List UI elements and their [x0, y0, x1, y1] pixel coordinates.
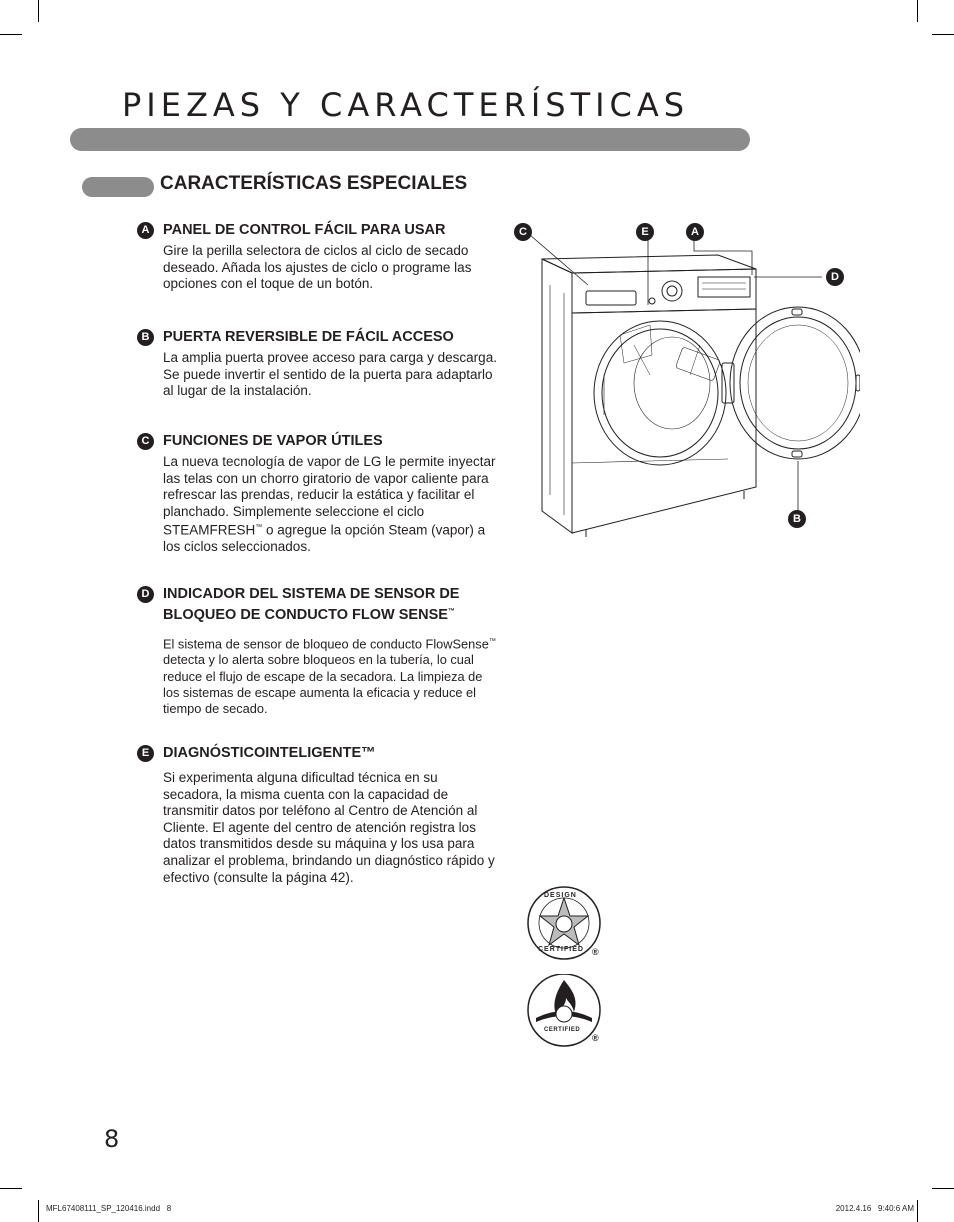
section-pill: [82, 177, 154, 197]
title-bar: [70, 128, 750, 151]
feature-title-line: BLOQUEO DE CONDUCTO FLOW SENSE: [163, 606, 448, 623]
page-title: PIEZAS Y CARACTERÍSTICAS: [122, 86, 690, 124]
feature-letter-badge: D: [137, 586, 154, 603]
feature-text-part: detecta y lo alerta sobre bloqueos en la tubería, lo cual reduce el flujo de escape de la secadora. La limpieza de los sistemas de escape aumenta la eficacia y reduce el tiempo de secado.: [163, 652, 483, 716]
feature-title: DIAGNÓSTICOINTELIGENTE™: [163, 745, 376, 761]
feature-text-part: o agregue la opción Steam (vapor) a los ciclos seleccionados.: [163, 522, 486, 555]
feature-letter-badge: A: [137, 222, 154, 239]
feature-text-part: El sistema de sensor de bloqueo de conducto FlowSense: [163, 636, 489, 652]
seal-bottom-text: CERTIFIED: [538, 946, 584, 953]
feature-c: [137, 433, 497, 556]
feature-text-part: La nueva tecnología de vapor de LG le permite inyectar las telas con un chorro giratorio de vapor caliente para refrescar las prendas, reducir la estática y facilitar el planchado. Simplemente seleccione el ciclo STEAMFRESH: [163, 454, 496, 538]
feature-b: [137, 329, 497, 400]
diagram-label-d: D: [826, 268, 844, 286]
feature-text: [163, 454, 497, 556]
footer-file-name: MFL67408111_SP_120416.indd 8: [46, 1204, 172, 1213]
feature-e: [137, 745, 497, 886]
diagram-label-e: E: [636, 223, 654, 241]
diagram-label-c: C: [514, 223, 532, 241]
seal-certified-text: CERTIFIED: [544, 1027, 581, 1033]
dryer-diagram: [500, 215, 860, 545]
feature-text: [163, 634, 497, 717]
crop-mark: [932, 34, 954, 35]
section-title: CARACTERÍSTICAS ESPECIALES: [160, 173, 468, 194]
csa-certified-seal: [526, 974, 606, 1054]
page-number: 8: [104, 1125, 120, 1153]
feature-title: PUERTA REVERSIBLE DE FÁCIL ACCESO: [163, 329, 454, 345]
trademark-symbol: ™: [447, 608, 455, 615]
feature-text: Gire la perilla selectora de ciclos al ciclo de secado deseado. Añada los ajustes de ciclo o programe las opciones con el toque de un botón.: [163, 243, 472, 292]
design-certified-seal: [526, 884, 606, 964]
trademark-symbol: ™: [488, 637, 496, 645]
crop-mark: [932, 1188, 954, 1189]
crop-mark: [917, 0, 918, 22]
diagram-label-a: A: [686, 223, 704, 241]
crop-mark: [917, 1200, 918, 1222]
feature-title-line: INDICADOR DEL SISTEMA DE SENSOR DE: [163, 586, 460, 602]
feature-letter-badge: E: [137, 745, 154, 762]
diagram-label-b: B: [788, 510, 806, 528]
crop-mark: [0, 1188, 22, 1189]
feature-letter-badge: B: [137, 329, 154, 346]
dryer-illustration: [500, 215, 860, 545]
seal-top-text: DESIGN: [544, 892, 577, 899]
feature-title: [163, 586, 497, 624]
registered-mark: ®: [592, 947, 599, 957]
crop-mark: [38, 0, 39, 22]
feature-title: FUNCIONES DE VAPOR ÚTILES: [163, 433, 383, 449]
feature-d: [137, 586, 497, 717]
crop-mark: [38, 1200, 39, 1222]
feature-a: [137, 222, 497, 293]
feature-title: PANEL DE CONTROL FÁCIL PARA USAR: [163, 222, 446, 238]
feature-text: La amplia puerta provee acceso para carga y descarga. Se puede invertir el sentido de la puerta para adaptarlo al lugar de la instalación.: [163, 350, 497, 399]
crop-mark: [0, 34, 22, 35]
feature-text: Si experimenta alguna dificultad técnica en su secadora, la misma cuenta con la capacidad de transmitir datos por teléfono al Centro de Atención al Cliente. El agente del centro de atención registra los datos transmitidos desde su máquina y los usa para analizar el problema, brindando un diagnóstico rápido y efectivo (consulte la página 42).: [163, 770, 495, 885]
feature-letter-badge: C: [137, 433, 154, 450]
registered-mark: ®: [592, 1033, 599, 1043]
trademark-symbol: ™: [255, 524, 263, 532]
footer-timestamp: 2012.4.16 9:40:6 AM: [835, 1204, 914, 1213]
